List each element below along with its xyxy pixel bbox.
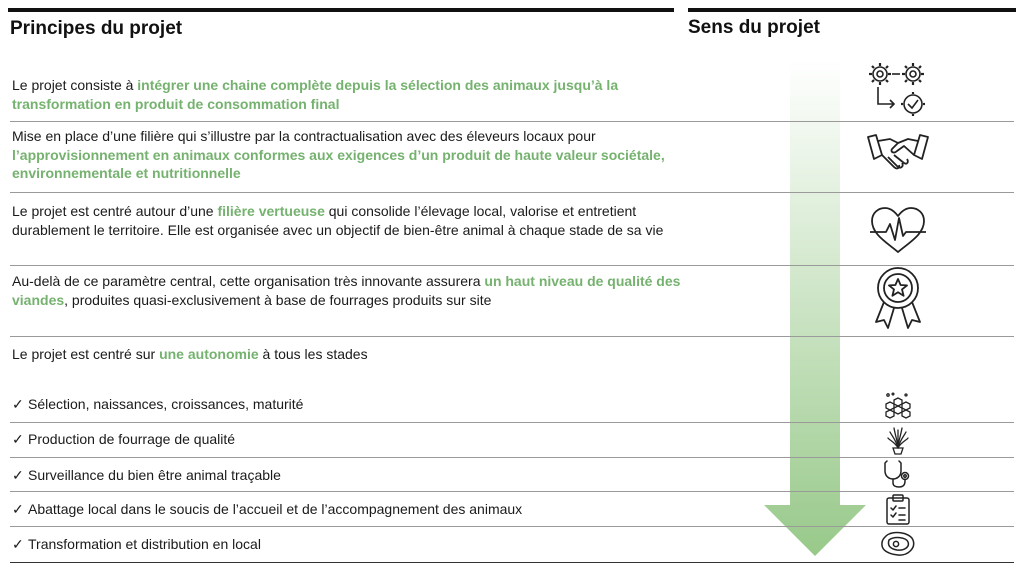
separator xyxy=(10,491,1014,492)
meat-steak-icon xyxy=(880,530,916,558)
paragraph-text: , produites quasi-exclusivement à base de fourrages produits sur site xyxy=(64,291,492,308)
highlighted-text: un haut niveau de qualité des viandes xyxy=(12,273,681,308)
paragraph-text: à tous les stades xyxy=(258,346,368,362)
paragraph-text: Le projet consiste à xyxy=(12,77,138,93)
check-mark-icon: ✓ xyxy=(12,431,24,447)
handshake-icon xyxy=(866,131,930,175)
paragraph-text: qui consolide l’élevage local, valorise et entretient durablement le territoire. Elle est organisée avec un objectif de bien-être animal à chaque stade de sa vie xyxy=(12,203,664,238)
highlighted-text: intégrer une chaine complète depuis la sélection des animaux jusqu’à la transformation en produit de consommation final xyxy=(12,77,619,112)
left-header-rule xyxy=(8,8,674,12)
heartbeat-icon xyxy=(868,206,928,256)
checklist-item xyxy=(12,535,261,553)
grass-plant-icon xyxy=(886,426,910,456)
paragraph-chain xyxy=(12,76,682,113)
checklist-item xyxy=(12,500,522,518)
separator xyxy=(10,121,1014,122)
paragraph-text: Le projet est centré autour d’une xyxy=(12,203,218,219)
separator xyxy=(10,265,1014,266)
check-mark-icon: ✓ xyxy=(12,501,24,517)
right-section-title: Sens du projet xyxy=(688,17,820,38)
checklist-item xyxy=(12,430,235,448)
checklist-item xyxy=(12,395,303,413)
checklist-label: Surveillance du bien être animal traçable xyxy=(28,467,281,483)
paragraph-text: Mise en place d’une filière qui s’illustre par la contractualisation avec des éleveurs locaux pour xyxy=(12,128,596,144)
check-mark-icon: ✓ xyxy=(12,536,24,552)
checklist-label: Transformation et distribution en local xyxy=(28,536,261,552)
separator xyxy=(10,457,1014,458)
check-mark-icon: ✓ xyxy=(12,467,24,483)
paragraph-virtuous xyxy=(12,202,682,239)
separator xyxy=(10,192,1014,193)
paragraph-supply xyxy=(12,127,682,183)
highlighted-text: filière vertueuse xyxy=(217,203,325,219)
bottom-rule xyxy=(10,562,1014,563)
checklist-label: Sélection, naissances, croissances, maturité xyxy=(28,396,304,412)
checklist-label: Production de fourrage de qualité xyxy=(28,431,236,447)
paragraph-text: Au-delà de ce paramètre central, cette organisation très innovante assurera xyxy=(12,273,485,289)
check-mark-icon: ✓ xyxy=(12,396,24,412)
left-section-title: Principes du projet xyxy=(10,18,183,39)
direction-arrow xyxy=(764,60,866,558)
paragraph-autonomy xyxy=(12,345,682,364)
clipboard-checklist-icon xyxy=(885,494,911,526)
highlighted-text: l’approvisionnement en animaux conformes aux exigences d’un produit de haute valeur sociétale, environnementale et nutritionnelle xyxy=(12,146,665,181)
separator xyxy=(10,422,1014,423)
paragraph-text: Le projet est centré sur xyxy=(12,346,160,362)
separator xyxy=(10,526,1014,527)
checklist-label: Abattage local dans le soucis de l’accueil et de l’accompagnement des animaux xyxy=(28,501,523,517)
award-ribbon-icon xyxy=(872,266,924,330)
separator xyxy=(10,336,1014,337)
arrow-shape xyxy=(764,60,866,556)
checklist-item xyxy=(12,466,281,484)
process-gears-icon xyxy=(866,60,930,120)
dna-cells-icon xyxy=(882,392,914,422)
right-header-rule xyxy=(688,8,1016,12)
paragraph-quality xyxy=(12,272,682,309)
highlighted-text: une autonomie xyxy=(159,346,259,362)
stethoscope-icon xyxy=(882,459,916,489)
